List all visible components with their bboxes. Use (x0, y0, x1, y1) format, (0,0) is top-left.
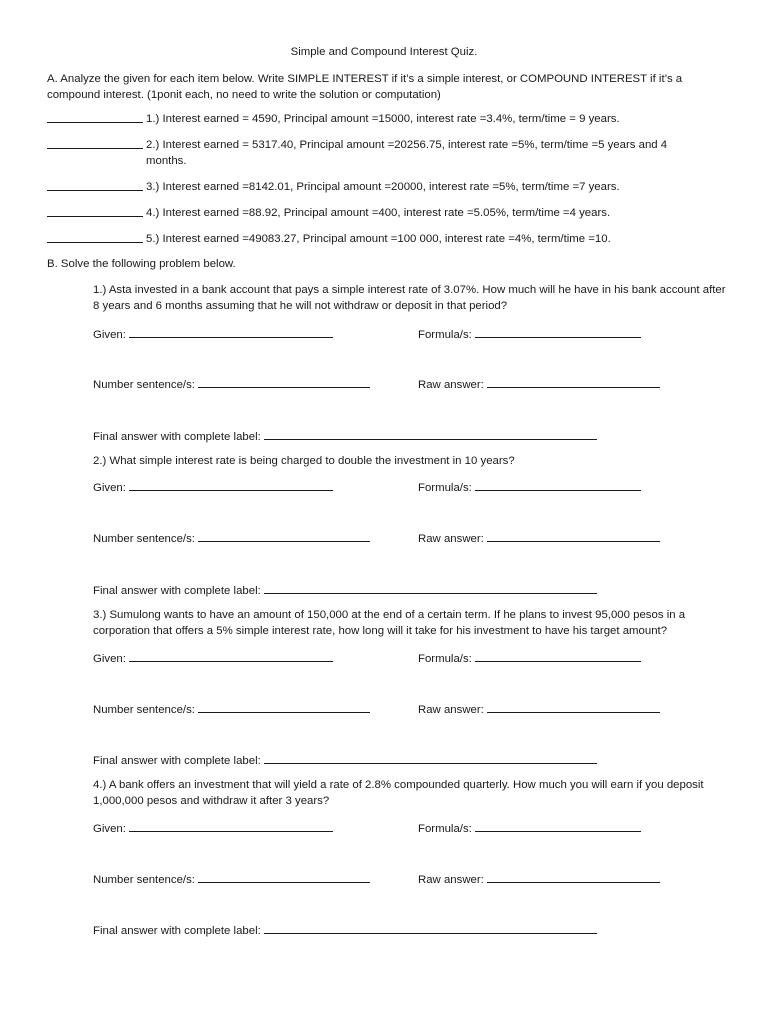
final-answer-field[interactable] (93, 582, 597, 598)
given-field[interactable] (93, 650, 333, 666)
final-answer-field[interactable] (93, 922, 597, 938)
formula-field[interactable] (418, 479, 641, 495)
final-answer-blank[interactable] (264, 582, 597, 594)
raw-answer-field[interactable] (418, 530, 660, 546)
part-a-item-3 (47, 179, 737, 196)
part-a-item-text: 1.) Interest earned = 4590, Principal amount =15000, interest rate =3.4%, term/time = 9 years. (146, 113, 620, 125)
problem-2-text: 2.) What simple interest rate is being charged to double the investment in 10 years? (93, 455, 515, 467)
part-a-item-2 (47, 137, 737, 169)
part-a-instructions: A. Analyze the given for each item below. Write SIMPLE INTEREST if it’s a simple interest, or COMPOUND INTEREST if it’s a compound interest. (1ponit each, no need to write the solution or computation) (47, 73, 683, 101)
part-a-item-text: 5.) Interest earned =49083.27, Principal amount =100 000, interest rate =4%, term/time =10. (146, 233, 611, 245)
raw-answer-blank[interactable] (487, 530, 660, 542)
part-a-item-text: 4.) Interest earned =88.92, Principal amount =400, interest rate =5.05%, term/time =4 years. (146, 207, 611, 219)
answer-blank-1[interactable] (47, 111, 143, 123)
given-blank[interactable] (129, 479, 333, 491)
problem-1-text: 1.) Asta invested in a bank account that pays a simple interest rate of 3.07%. How much will he have in his bank account after 8 years and 6 months assuming that he will not withdraw or deposit in that period? (93, 284, 726, 312)
given-blank[interactable] (129, 820, 333, 832)
raw-answer-field[interactable] (418, 701, 660, 717)
final-answer-label: Final answer with complete label: (93, 585, 261, 597)
answer-blank-5[interactable] (47, 231, 143, 243)
given-blank[interactable] (129, 650, 333, 662)
part-a-item-1 (47, 111, 737, 128)
quiz-title: Simple and Compound Interest Quiz. (290, 46, 478, 58)
formula-label: Formula/s: (418, 653, 472, 665)
part-a-item-5 (47, 231, 737, 248)
final-answer-blank[interactable] (264, 752, 597, 764)
number-sentence-label: Number sentence/s: (93, 874, 195, 886)
formula-label: Formula/s: (418, 823, 472, 835)
given-label: Given: (93, 482, 126, 494)
given-label: Given: (93, 823, 126, 835)
number-sentence-field[interactable] (93, 530, 370, 546)
answer-blank-4[interactable] (47, 205, 143, 217)
formula-label: Formula/s: (418, 482, 472, 494)
formula-blank[interactable] (475, 820, 641, 832)
formula-blank[interactable] (475, 479, 641, 491)
raw-answer-label: Raw answer: (418, 533, 484, 545)
part-a-item-text: 3.) Interest earned =8142.01, Principal amount =20000, interest rate =5%, term/time =7 years. (146, 181, 620, 193)
given-field[interactable] (93, 479, 333, 495)
number-sentence-blank[interactable] (198, 871, 370, 883)
part-a-item-text: 2.) Interest earned = 5317.40, Principal amount =20256.75, interest rate =5%, term/time =5 years and 4 months. (146, 139, 668, 167)
raw-answer-label: Raw answer: (418, 379, 484, 391)
given-field[interactable] (93, 820, 333, 836)
number-sentence-field[interactable] (93, 701, 370, 717)
final-answer-label: Final answer with complete label: (93, 755, 261, 767)
raw-answer-field[interactable] (418, 376, 660, 392)
raw-answer-label: Raw answer: (418, 874, 484, 886)
answer-blank-2[interactable] (47, 137, 143, 149)
number-sentence-label: Number sentence/s: (93, 704, 195, 716)
number-sentence-field[interactable] (93, 871, 370, 887)
number-sentence-label: Number sentence/s: (93, 533, 195, 545)
given-blank[interactable] (129, 326, 333, 338)
final-answer-blank[interactable] (264, 922, 597, 934)
number-sentence-field[interactable] (93, 376, 370, 392)
final-answer-blank[interactable] (264, 428, 597, 440)
number-sentence-blank[interactable] (198, 701, 370, 713)
formula-blank[interactable] (475, 326, 641, 338)
raw-answer-field[interactable] (418, 871, 660, 887)
given-field[interactable] (93, 326, 333, 342)
formula-blank[interactable] (475, 650, 641, 662)
raw-answer-blank[interactable] (487, 871, 660, 883)
raw-answer-blank[interactable] (487, 376, 660, 388)
formula-field[interactable] (418, 650, 641, 666)
number-sentence-label: Number sentence/s: (93, 379, 195, 391)
raw-answer-blank[interactable] (487, 701, 660, 713)
final-answer-field[interactable] (93, 752, 597, 768)
given-label: Given: (93, 653, 126, 665)
final-answer-field[interactable] (93, 428, 597, 444)
part-a-item-4 (47, 205, 737, 222)
answer-blank-3[interactable] (47, 179, 143, 191)
problem-3-text: 3.) Sumulong wants to have an amount of 150,000 at the end of a certain term. If he plans to invest 95,000 pesos in a corporation that offers a 5% simple interest rate, how long will it take for his investment to have his target amount? (93, 609, 686, 637)
raw-answer-label: Raw answer: (418, 704, 484, 716)
formula-field[interactable] (418, 820, 641, 836)
final-answer-label: Final answer with complete label: (93, 431, 261, 443)
number-sentence-blank[interactable] (198, 376, 370, 388)
part-b-instructions: B. Solve the following problem below. (47, 258, 236, 270)
number-sentence-blank[interactable] (198, 530, 370, 542)
final-answer-label: Final answer with complete label: (93, 925, 261, 937)
formula-field[interactable] (418, 326, 641, 342)
formula-label: Formula/s: (418, 329, 472, 341)
given-label: Given: (93, 329, 126, 341)
problem-4-text: 4.) A bank offers an investment that will yield a rate of 2.8% compounded quarterly. How much you will earn if you deposit 1,000,000 pesos and withdraw it after 3 years? (93, 779, 704, 807)
